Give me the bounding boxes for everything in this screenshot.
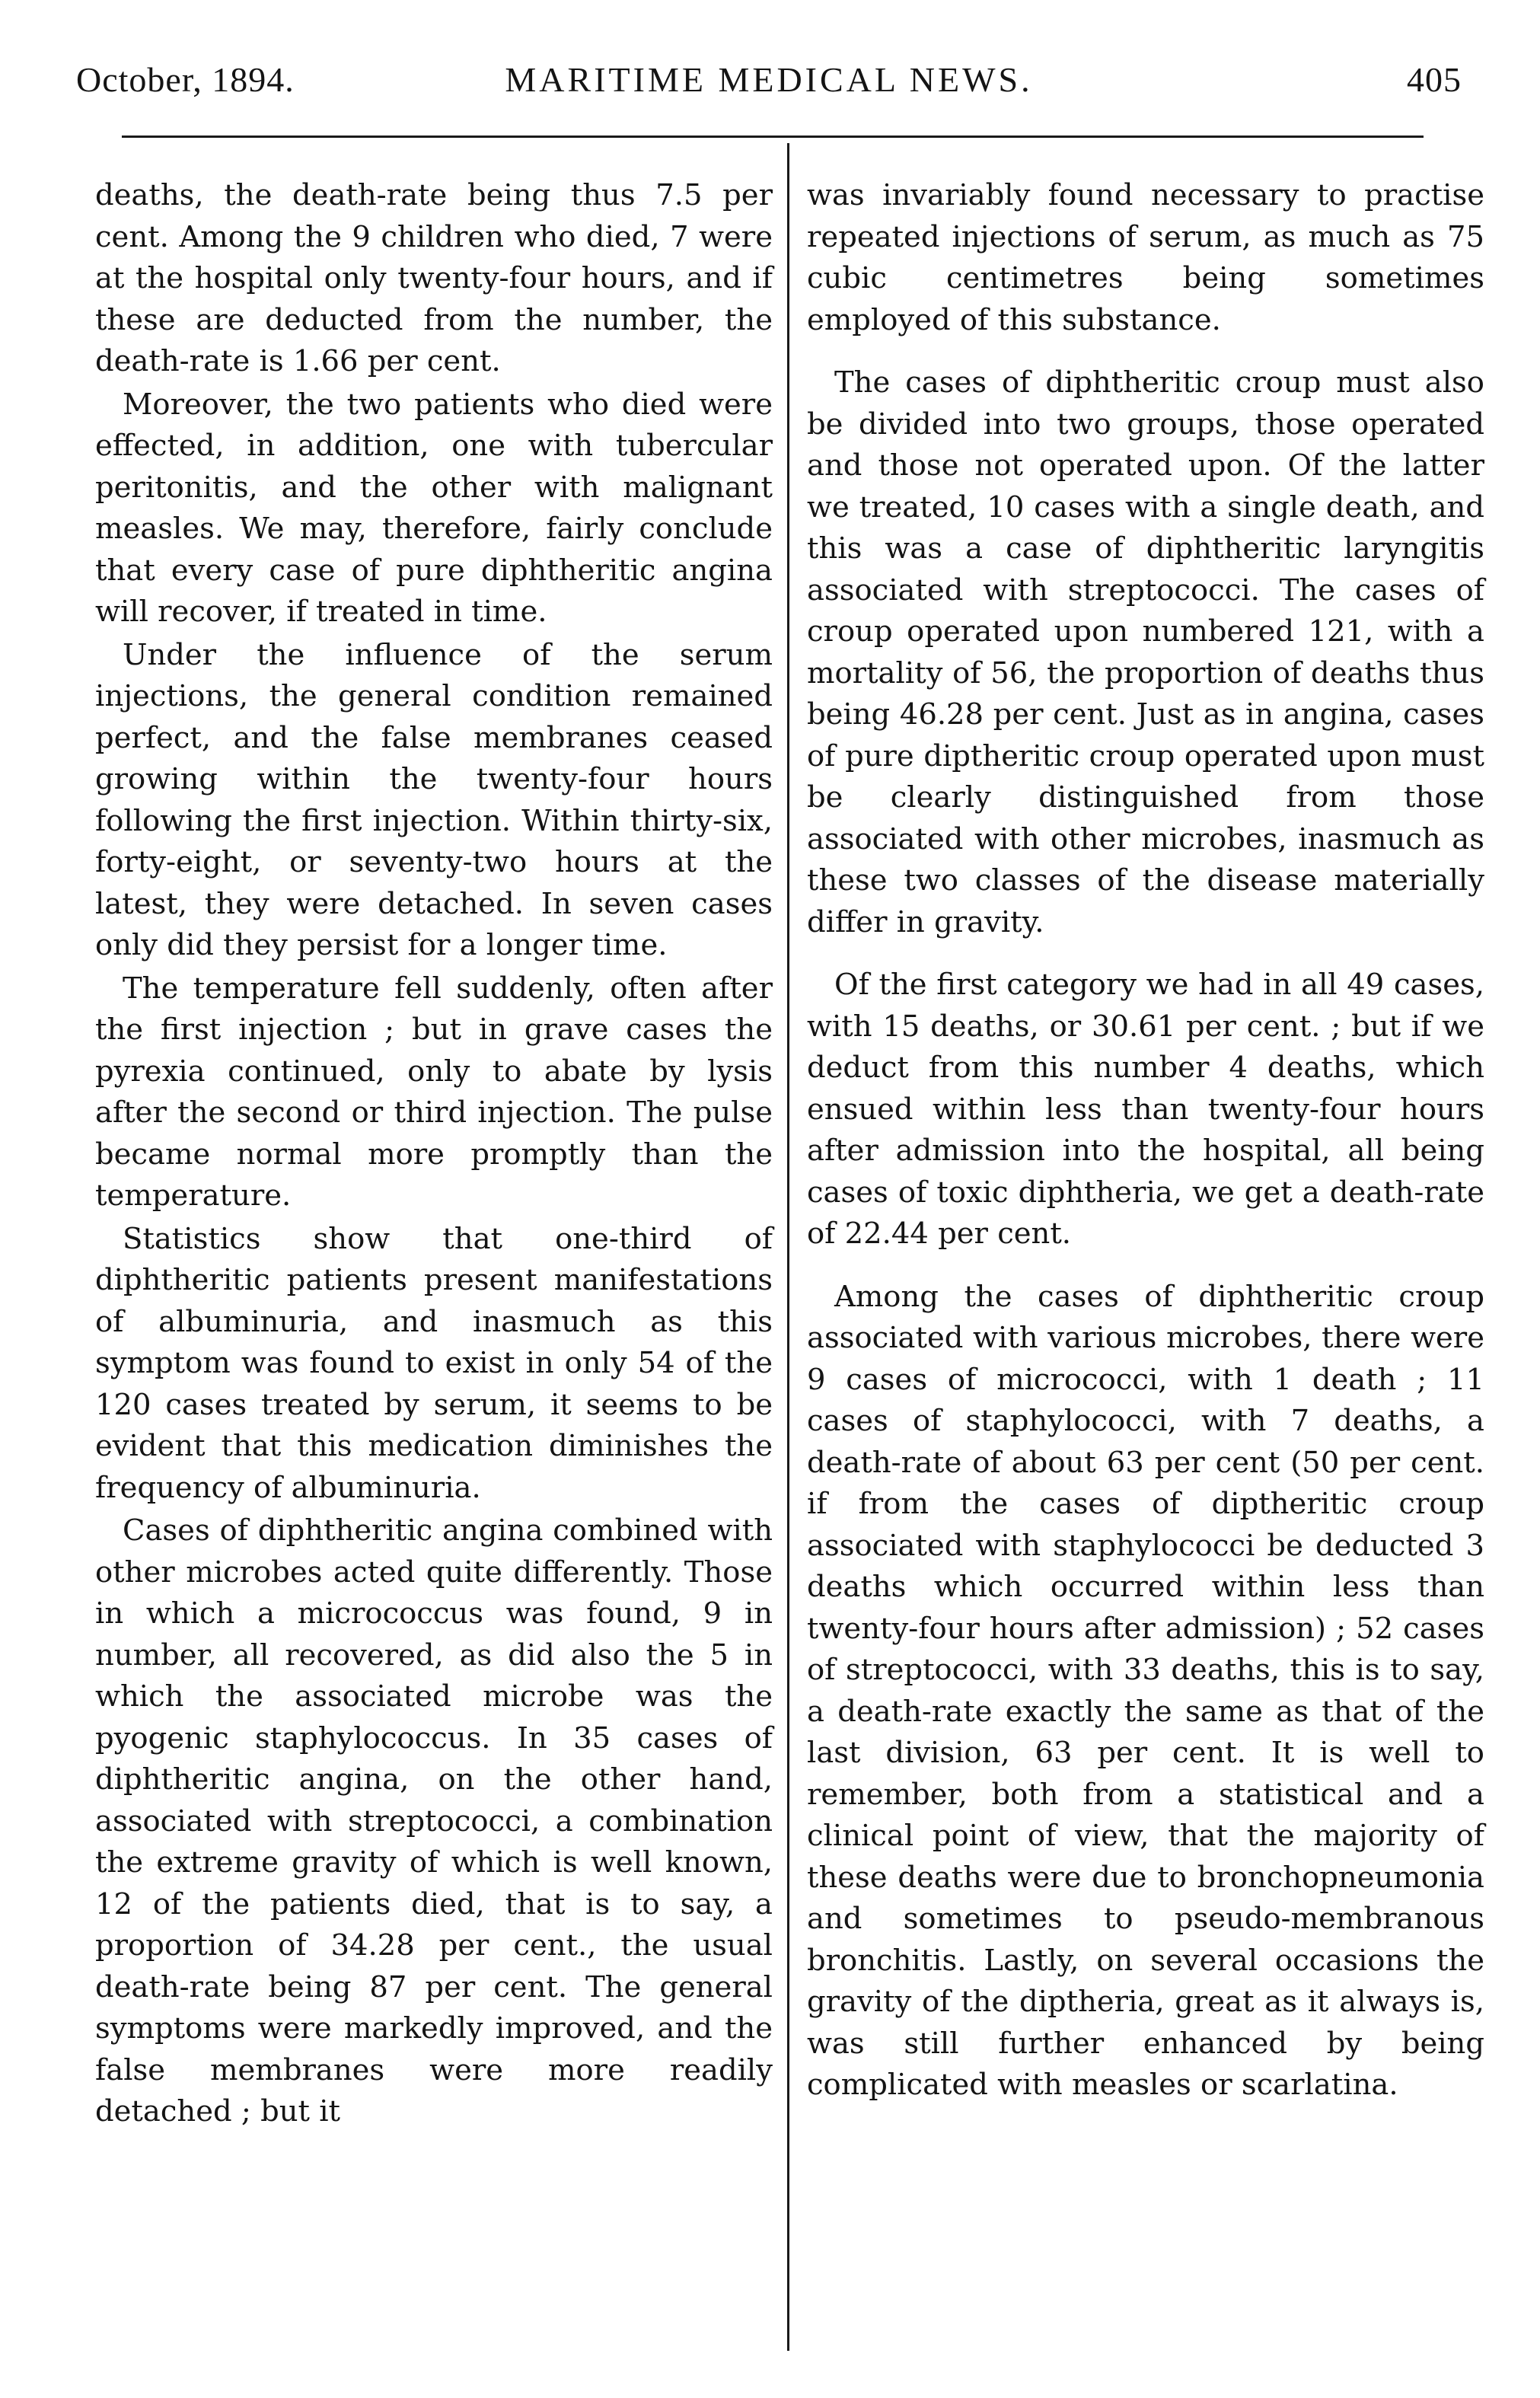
left-paragraph-1: deaths, the death-rate being thus 7.5 per cent. Among the 9 children who died, 7 were at the hospital only twenty-four hours, and if these are deducted from the number, the death-rate is 1.66 per cent. <box>95 178 773 378</box>
left-paragraph-3: Under the influence of the serum injections, the general condition remained perfect, and the false membranes ceased growing within the twenty-four hours following the first injection. Within thirty-six, forty-eight, or seventy-two hours at the latest, they were detached. In seven cases only did they persist for a longer time. <box>95 637 773 962</box>
left-paragraph-6: Cases of diphtheritic angina combined with other microbes acted quite differently. Those in which a micrococcus was found, 9 in number, all recovered, as did also the 5 in which the associated microbe was the pyogenic staphylococcus. In 35 cases of diphtheritic angina, on the other hand, associated with streptococci, a combination the extreme gravity of which is well known, 12 of the patients died, that is to say, a proportion of 34.28 per cent., the usual death-rate being 87 per cent. The general symptoms were markedly improved, and the false membranes were more readily detached ; but it <box>95 1513 773 2129</box>
header-date: October, 1894. <box>76 60 295 99</box>
right-paragraph-4: Among the cases of diphtheritic croup associated with various microbes, there were 9 cases of micrococci, with 1 death ; 11 cases of staphylococci, with 7 deaths, a death-rate of about 63 per cent (50 per cent. if from the cases of diptheritic croup associated with staphylococci be deducted 3 deaths which occurred within less than twenty-four hours after admission) ; 52 cases of streptococci, with 33 deaths, this is to say, a death-rate exactly the same as that of the last division, 63 per cent. It is well to remember, both from a statistical and a clinical point of view, that the majority of these deaths were due to bronchopneumonia and sometimes to pseudo-membranous bronchitis. Lastly, on several occasions the gravity of the diptheria, great as it always is, was still further enhanced by being complicated with measles or scarlatina. <box>807 1279 1484 2102</box>
left-paragraph-2: Moreover, the two patients who died were effected, in addition, one with tubercular peritonitis, and the other with malignant measles. We may, therefore, fairly conclude that every case of pure diphtheritic angina will recover, if treated in time. <box>95 387 773 629</box>
journal-title: MARITIME MEDICAL NEWS. <box>505 60 1033 99</box>
page-number: 405 <box>1407 60 1462 99</box>
running-header <box>76 44 1462 113</box>
right-paragraph-3: Of the first category we had in all 49 cases, with 15 deaths, or 30.61 per cent. ; but if we deduct from this number 4 deaths, which ensued within less than twenty-four hours after admission into the hospital, all being cases of toxic diphtheria, we get a death-rate of 22.44 per cent. <box>807 968 1484 1251</box>
right-paragraph-2: The cases of diphtheritic croup must also be divided into two groups, those operated and those not operated upon. Of the latter we treated, 10 cases with a single death, and this was a case of diphtheritic laryngitis associated with streptococci. The cases of croup operated upon numbered 121, with a mortality of 56, the proportion of deaths thus being 46.28 per cent. Just as in angina, cases of pure diptheritic croup operated upon must be clearly distinguished from those associated with other microbes, inasmuch as these two classes of the disease materially differ in gravity. <box>807 365 1484 939</box>
left-paragraph-4: The temperature fell suddenly, often after the first injection ; but in grave cases the pyrexia continued, only to abate by lysis after the second or third injection. The pulse became normal more promptly than the temperature. <box>95 971 773 1213</box>
left-column <box>95 175 773 2135</box>
left-paragraph-5: Statistics show that one-third of diphtheritic patients present manifestations of albuminuria, and inasmuch as this symptom was found to exist in only 54 of the 120 cases treated by serum, it seems to be evident that this medication diminishes the frequency of albuminuria. <box>95 1221 773 1505</box>
header-rule <box>122 136 1424 138</box>
column-divider <box>787 143 789 2351</box>
right-paragraph-1: was invariably found necessary to practise repeated injections of serum, as much as 75 cubic centimetres being sometimes employed of this substance. <box>807 178 1484 337</box>
right-column <box>807 175 1484 2108</box>
